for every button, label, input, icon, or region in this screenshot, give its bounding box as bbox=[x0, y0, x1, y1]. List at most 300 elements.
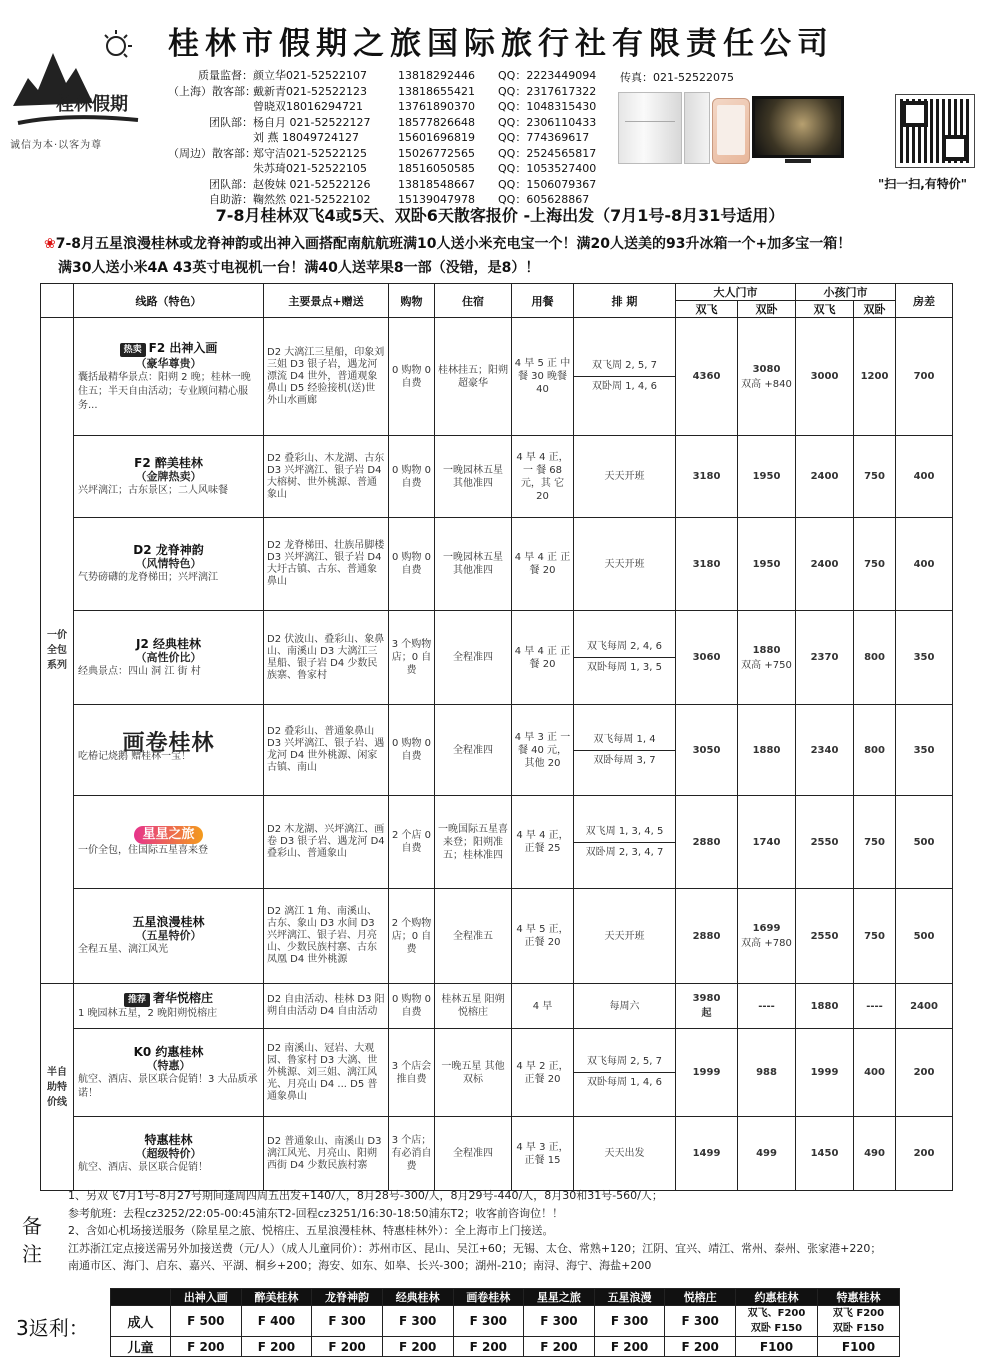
contact-role bbox=[168, 99, 253, 115]
child-sleeper-price: 800 bbox=[854, 611, 896, 705]
shopping-info: 3 个店；有必消自费 bbox=[389, 1117, 435, 1191]
adult-fly-price bbox=[676, 796, 738, 889]
child-fly-price: 1450 bbox=[796, 1117, 854, 1191]
contact-name: 戴新青021-52522123 bbox=[253, 84, 367, 98]
schedule-item: 双卧每周 1, 4, 6 bbox=[574, 1072, 675, 1093]
hotel-info: 全程准四 bbox=[435, 1117, 512, 1191]
adult-fly-price bbox=[676, 1117, 738, 1191]
route-row bbox=[41, 1029, 953, 1117]
scenic-spots: D2 叠彩山、木龙湖、古东 D3 兴坪漓江、银子岩 D4 大榕树、世外桃源、普通象山 bbox=[264, 436, 389, 518]
rebate-child-value: F 200 bbox=[312, 1337, 383, 1357]
child-sleeper-header: 双卧 bbox=[854, 301, 896, 318]
rebate-route-header: 特惠桂林 bbox=[818, 1289, 900, 1306]
child-fly-price: 1999 bbox=[796, 1029, 854, 1117]
meals-info: 4 早 4 正 正餐 20 bbox=[512, 611, 574, 705]
slogan: 诚信为本·以客为尊 bbox=[10, 140, 103, 151]
scenic-spots: D2 普通象山、南溪山 D3 漓江风光、月亮山、阳朔西街 D4 少数民族村寨 bbox=[264, 1117, 389, 1191]
contact-row bbox=[168, 130, 618, 146]
route-info[interactable] bbox=[74, 1029, 264, 1117]
adult-sleeper-price bbox=[738, 1117, 796, 1191]
contact-role: 自助游： bbox=[209, 193, 253, 206]
route-price-table bbox=[40, 283, 953, 1191]
contact-name: 朱苏琦021-52522105 bbox=[253, 162, 367, 175]
contact-mobile: 18577826648 bbox=[398, 115, 475, 129]
iphone-prize-image bbox=[712, 98, 750, 164]
route-name-text: D2 龙脊神韵 bbox=[133, 543, 204, 557]
remarks-label: 备注 bbox=[22, 1214, 42, 1266]
route-row bbox=[41, 436, 953, 518]
rebate-adult-value: F 300 bbox=[382, 1306, 453, 1337]
route-desc: 经典景点：四山 洞 江 街 村 bbox=[78, 665, 201, 677]
adult-fly-value: 1999 bbox=[692, 1067, 721, 1078]
adult-sleeper-header: 双卧 bbox=[738, 301, 796, 318]
meals-info: 4 早 5 正，正餐 20 bbox=[512, 889, 574, 984]
contact-name: 颜立华021-52522107 bbox=[253, 69, 367, 82]
route-name-text: 奢华悦榕庄 bbox=[153, 991, 214, 1005]
child-sleeper-price: ---- bbox=[854, 984, 896, 1029]
route-row bbox=[41, 796, 953, 889]
route-name-text: 五星浪漫桂林 bbox=[132, 915, 205, 929]
rebate-child-value: F 200 bbox=[453, 1337, 524, 1357]
route-desc: 气势磅礴的龙脊梯田；兴坪漓江 bbox=[78, 572, 218, 583]
room-diff-price: 500 bbox=[896, 796, 953, 889]
contact-row bbox=[168, 146, 618, 162]
adult-sleeper-note: 双高 +840 bbox=[741, 378, 792, 390]
child-sleeper-price: 800 bbox=[854, 705, 896, 796]
meals-info: 4 早 4 正，正餐 25 bbox=[512, 796, 574, 889]
schedule-cell bbox=[574, 436, 676, 518]
contact-role bbox=[168, 130, 253, 146]
contact-qq: QQ：2306110433 bbox=[498, 115, 597, 129]
route-desc: 兴坪漓江；古东景区；二人风味餐 bbox=[78, 484, 228, 496]
schedule-cell bbox=[574, 518, 676, 611]
route-row bbox=[41, 705, 953, 796]
remark-line: 江苏浙江定点接送需另外加接送费（元/人）（成人儿童同价）：苏州市区、昆山、吴江+60；无锡、太仓、常熟+120；江阴、宜兴、靖江、常州、泰州、张家港+220； bbox=[68, 1241, 882, 1255]
route-info[interactable] bbox=[74, 1117, 264, 1191]
contact-row bbox=[168, 84, 618, 100]
remark-line: 南通市区、海门、启东、嘉兴、平湖、桐乡+200；海安、如东、如皋、长兴-300；湖州-210；南浔、海宁、海盐+200 bbox=[68, 1259, 652, 1272]
rebate-corner bbox=[111, 1289, 171, 1306]
promo-line-1-text: 7-8月五星浪漫桂林或龙脊神韵或出神入画搭配南航航班满10人送小米充电宝一个！满20人送美的93升冰箱一个+加多宝一箱！ bbox=[55, 236, 852, 252]
rebate-label: 3返利： bbox=[16, 1316, 89, 1340]
adult-fly-value: 3980 bbox=[692, 993, 721, 1004]
rebate-child-value: F 200 bbox=[241, 1337, 312, 1357]
route-badge: 推荐 bbox=[124, 993, 150, 1007]
child-sleeper-price: 400 bbox=[854, 1029, 896, 1117]
contact-list bbox=[168, 68, 618, 208]
rebate-adult-value: F 300 bbox=[453, 1306, 524, 1337]
child-sleeper-price: 750 bbox=[854, 796, 896, 889]
route-row bbox=[41, 984, 953, 1029]
route-row bbox=[41, 1117, 953, 1191]
route-name bbox=[78, 915, 259, 929]
adult-fly-note: 起 bbox=[701, 1008, 712, 1019]
schedule-cell bbox=[574, 796, 676, 889]
adult-sleeper-value: 1699 bbox=[752, 923, 781, 934]
route-info[interactable] bbox=[74, 796, 264, 889]
adult-sleeper-value: 1950 bbox=[752, 558, 781, 570]
child-sleeper-price: 750 bbox=[854, 436, 896, 518]
contact-role: （上海）散客部： bbox=[168, 84, 256, 98]
schedule-cell bbox=[574, 1029, 676, 1117]
shopping-header: 购物 bbox=[389, 284, 435, 318]
schedule-cell bbox=[574, 705, 676, 796]
schedule-item: 双飞每周 2, 4, 6 bbox=[587, 641, 662, 652]
contact-mobile: 13818548667 bbox=[398, 177, 475, 191]
room-diff-price: 400 bbox=[896, 518, 953, 611]
child-fly-price: 2550 bbox=[796, 796, 854, 889]
contact-qq: QQ：2317617322 bbox=[498, 84, 597, 98]
route-info[interactable] bbox=[74, 705, 264, 796]
adult-fly-price bbox=[676, 518, 738, 611]
adult-fly-price bbox=[676, 705, 738, 796]
contact-role: （周边）散客部： bbox=[168, 146, 256, 160]
room-diff-price: 2400 bbox=[896, 984, 953, 1029]
power-bank-prize-image bbox=[684, 92, 710, 164]
route-info[interactable] bbox=[74, 611, 264, 705]
contact-mobile: 13761890370 bbox=[398, 100, 475, 113]
adult-sleeper-note: 双高 +780 bbox=[741, 938, 792, 949]
rebate-adult-value: F 500 bbox=[171, 1306, 242, 1337]
child-fly-price: 2550 bbox=[796, 889, 854, 984]
room-diff-price: 500 bbox=[896, 889, 953, 984]
shopping-info: 0 购物 0 自费 bbox=[389, 318, 435, 436]
child-sleeper-price: 490 bbox=[854, 1117, 896, 1191]
room-diff-price: 400 bbox=[896, 436, 953, 518]
rebate-child-value: F 200 bbox=[382, 1337, 453, 1357]
adult-sleeper-price bbox=[738, 1029, 796, 1117]
tv-prize-image bbox=[752, 96, 844, 158]
route-tag: （豪华尊贵） bbox=[135, 356, 202, 370]
adult-fly-value: 3060 bbox=[692, 652, 721, 663]
schedule-item: 双卧周 1, 4, 6 bbox=[574, 376, 675, 397]
route-name-text: F2 出神入画 bbox=[148, 340, 218, 355]
contact-qq: QQ：2223449094 bbox=[498, 69, 597, 82]
adult-sleeper-value: 1880 bbox=[752, 644, 781, 656]
adult-sleeper-note: 双高 +750 bbox=[741, 659, 792, 671]
route-header: 线路（特色） bbox=[74, 284, 264, 318]
route-desc: 一价全包，住国际五星喜来登 bbox=[78, 845, 208, 856]
meals-info: 4 早 5 正 中餐 30 晚餐 40 bbox=[512, 318, 574, 436]
fridge-prize-image bbox=[618, 92, 682, 164]
route-name bbox=[78, 637, 259, 651]
route-tag: （高性价比） bbox=[135, 650, 202, 664]
fax-number: 传真：021-52522075 bbox=[620, 71, 734, 84]
adult-sleeper-price bbox=[738, 796, 796, 889]
adult-sleeper-price bbox=[738, 436, 796, 518]
adult-sleeper-value: 1740 bbox=[752, 836, 781, 848]
adult-sleeper-value: 1950 bbox=[752, 471, 781, 482]
route-info[interactable] bbox=[74, 984, 264, 1029]
hotel-info: 一晚国际五星喜来登；阳朔准五；桂林准四 bbox=[435, 796, 512, 889]
room-diff-price: 200 bbox=[896, 1029, 953, 1117]
route-info[interactable] bbox=[74, 518, 264, 611]
route-info[interactable] bbox=[74, 436, 264, 518]
hotel-header: 住宿 bbox=[435, 284, 512, 318]
schedule-item: 双飞每周 1, 4 bbox=[593, 733, 656, 745]
qr-caption: "扫一扫,有特价" bbox=[878, 177, 968, 191]
rebate-adult-value: F 300 bbox=[594, 1306, 665, 1337]
room-diff-price: 700 bbox=[896, 318, 953, 436]
route-tag: （特惠） bbox=[146, 1058, 191, 1072]
contact-qq: QQ：774369617 bbox=[498, 131, 590, 144]
hotel-info: 全程准四 bbox=[435, 611, 512, 705]
route-name bbox=[78, 341, 259, 357]
route-name bbox=[78, 991, 259, 1007]
shopping-info: 0 购物 0 自费 bbox=[389, 705, 435, 796]
scenic-spots: D2 木龙湖、兴坪漓江、画卷 D3 银子岩、遇龙河 D4 叠彩山、普通象山 bbox=[264, 796, 389, 889]
rebate-route-header: 约惠桂林 bbox=[736, 1289, 818, 1306]
contact-qq: QQ：1048315430 bbox=[498, 100, 597, 113]
adult-sleeper-price bbox=[738, 984, 796, 1029]
adult-fly-price bbox=[676, 984, 738, 1029]
contact-name: 曾晓双18016294721 bbox=[253, 100, 363, 113]
route-row bbox=[41, 611, 953, 705]
route-desc: 吃椿记烧鹅 赠桂林一宝！ bbox=[78, 751, 192, 762]
adult-fly-value: 2880 bbox=[692, 930, 721, 942]
shopping-info: 0 购物 0 自费 bbox=[389, 436, 435, 518]
adult-fly-header: 双飞 bbox=[676, 301, 738, 318]
route-name bbox=[78, 543, 259, 557]
rebate-adult-value: 双飞 F200 双卧 F150 bbox=[818, 1306, 900, 1337]
promo-line-2: 满30人送小米4A 43英寸电视机一台！满40人送苹果8一部（没错，是8）！ bbox=[58, 260, 540, 276]
route-tag: （五星特价） bbox=[135, 929, 202, 942]
child-fly-price: 2400 bbox=[796, 436, 854, 518]
page-subtitle: 7-8月桂林双飞4或5天、双卧6天散客报价 -上海出发（7月1号-8月31号适用） bbox=[215, 206, 785, 225]
adult-sleeper-price bbox=[738, 705, 796, 796]
child-sleeper-price: 750 bbox=[854, 889, 896, 984]
hotel-info: 桂林五星 阳朔悦榕庄 bbox=[435, 984, 512, 1029]
schedule-item: 双飞每周 2, 5, 7 bbox=[587, 1056, 662, 1067]
contact-name: 刘 燕 18049724127 bbox=[253, 131, 359, 144]
scenic-spots: D2 龙脊梯田、壮族吊脚楼 D3 兴坪漓江、银子岩 D4 大圩古镇、古东、普通象鼻山 bbox=[264, 518, 389, 611]
contact-role: 质量监督： bbox=[198, 69, 253, 82]
route-desc: 1 晚园林五星，2 晚阳朔悦榕庄 bbox=[78, 1008, 218, 1019]
route-name bbox=[78, 1045, 259, 1059]
adult-sleeper-price bbox=[738, 318, 796, 436]
adult-fly-price bbox=[676, 611, 738, 705]
rebate-adult-value: F 400 bbox=[241, 1306, 312, 1337]
schedule-item: 天天开班 bbox=[604, 558, 645, 570]
shopping-info: 2 个购物店；0 自费 bbox=[389, 889, 435, 984]
adult-fly-price bbox=[676, 318, 738, 436]
schedule-cell bbox=[574, 889, 676, 984]
rebate-child-value: F100 bbox=[736, 1337, 818, 1357]
contact-row bbox=[168, 99, 618, 115]
contact-qq: QQ：1053527400 bbox=[498, 162, 597, 175]
series-semi-self-guided: 半自助特价线 bbox=[41, 984, 74, 1191]
company-logo bbox=[8, 28, 158, 153]
adult-price-header: 大人门市 bbox=[676, 284, 796, 301]
contact-name: 鞠然然 021-52522102 bbox=[253, 193, 371, 206]
route-desc: 全程五星、漓江风光 bbox=[78, 944, 168, 955]
rebate-table bbox=[110, 1288, 900, 1357]
hotel-info: 一晚五星 其他双标 bbox=[435, 1029, 512, 1117]
contact-name: 杨自月 021-52522127 bbox=[253, 115, 371, 129]
contact-row bbox=[168, 177, 618, 193]
shopping-info: 0 购物 0 自费 bbox=[389, 518, 435, 611]
route-tag: （金牌热卖） bbox=[135, 469, 202, 483]
rebate-adult-value: F 300 bbox=[665, 1306, 736, 1337]
remark-line: 2、含如心机场接送服务（除星星之旅、悦榕庄、五星浪漫桂林、特惠桂林外）：全上海市上门接送。 bbox=[68, 1224, 554, 1237]
shopping-info: 3 个购物店；0 自费 bbox=[389, 611, 435, 705]
adult-sleeper-value: 499 bbox=[756, 1148, 777, 1159]
adult-fly-value: 3180 bbox=[692, 558, 721, 570]
room-diff-price: 350 bbox=[896, 705, 953, 796]
scenic-spots: D2 大漓江三星船，印象刘三姐 D3 银子岩，遇龙河漂流 D4 世外，普通观象鼻山 D5 经验接机(送)世外山水画廊 bbox=[264, 318, 389, 436]
scenic-spots: D2 南溪山、冠岩、大观园、鲁家村 D3 大漓、世外桃源、刘三姐、漓江风光、月亮山 D4 ... D5 普通象鼻山 bbox=[264, 1029, 389, 1117]
room-diff-header: 房差 bbox=[896, 284, 953, 318]
schedule-item: 双卧每周 3, 7 bbox=[574, 750, 675, 771]
room-diff-price: 200 bbox=[896, 1117, 953, 1191]
hotel-info: 一晚园林五星 其他准四 bbox=[435, 518, 512, 611]
schedule-header: 排 期 bbox=[574, 284, 676, 318]
rebate-route-header: 悦榕庄 bbox=[665, 1289, 736, 1306]
schedule-item: 天天开班 bbox=[604, 471, 645, 482]
route-logo: 星星之旅 bbox=[134, 826, 202, 844]
route-row bbox=[41, 318, 953, 436]
route-info[interactable] bbox=[74, 889, 264, 984]
route-row bbox=[41, 518, 953, 611]
route-desc: 航空、酒店、景区联合促销！3 大品质承诺！ bbox=[78, 1073, 258, 1099]
child-fly-header: 双飞 bbox=[796, 301, 854, 318]
rebate-adult-value: 双飞、F200 双卧 F150 bbox=[736, 1306, 818, 1337]
route-logo: 画卷桂林 bbox=[122, 730, 215, 756]
shopping-info: 3 个店会推自费 bbox=[389, 1029, 435, 1117]
child-fly-price: 2340 bbox=[796, 705, 854, 796]
meals-header: 用餐 bbox=[512, 284, 574, 318]
contact-row bbox=[168, 115, 618, 131]
rebate-route-header: 五星浪漫 bbox=[594, 1289, 665, 1306]
adult-sleeper-price bbox=[738, 889, 796, 984]
rebate-route-header: 经典桂林 bbox=[382, 1289, 453, 1306]
route-badge: 热卖 bbox=[120, 343, 146, 357]
scenic-spots: D2 叠彩山、普通象鼻山 D3 兴坪漓江、银子岩、遇龙河 D4 世外桃源、闲家古镇、南山 bbox=[264, 705, 389, 796]
contact-mobile: 15601696819 bbox=[398, 131, 475, 144]
child-fly-price: 2370 bbox=[796, 611, 854, 705]
schedule-item: 每周六 bbox=[609, 1000, 640, 1012]
contact-role: 团队部： bbox=[209, 115, 253, 129]
rebate-child-value: F 200 bbox=[524, 1337, 595, 1357]
meals-info: 4 早 bbox=[512, 984, 574, 1029]
schedule-item: 双卧周 2, 3, 4, 7 bbox=[574, 842, 675, 863]
logo-text: 桂林假期 bbox=[56, 94, 128, 115]
hotel-info: 桂林挂五；阳朔超豪华 bbox=[435, 318, 512, 436]
adult-sleeper-value: 1880 bbox=[752, 744, 781, 756]
contact-name: 郑守洁021-52522125 bbox=[253, 146, 367, 160]
scenic-spots: D2 漓江 1 角、南溪山、古东、象山 D3 水间 D3 兴坪漓江、银子岩、月亮山、少数民族村寨、古东凤凰 D4 世外桃源 bbox=[264, 889, 389, 984]
room-diff-price: 350 bbox=[896, 611, 953, 705]
shopping-info: 2 个店 0 自费 bbox=[389, 796, 435, 889]
contact-qq: QQ：605628867 bbox=[498, 193, 590, 206]
scenic-spots: D2 伏波山、叠彩山、象鼻山、南溪山 D3 大漓江三星船、银子岩 D4 少数民族寨、鲁家村 bbox=[264, 611, 389, 705]
contact-qq: QQ：2524565817 bbox=[498, 146, 597, 160]
rebate-child-label: 儿童 bbox=[111, 1337, 171, 1357]
scenic-spots: D2 自由活动、桂林 D3 阳朔自由活动 D4 自由活动 bbox=[264, 984, 389, 1029]
schedule-item: 天天出发 bbox=[604, 1148, 645, 1159]
series-all-inclusive: 一价全包系列 bbox=[41, 318, 74, 984]
child-sleeper-price: 1200 bbox=[854, 318, 896, 436]
child-sleeper-price: 750 bbox=[854, 518, 896, 611]
adult-sleeper-value: 3080 bbox=[752, 363, 781, 375]
schedule-item: 双飞周 1, 3, 4, 5 bbox=[585, 825, 664, 837]
adult-fly-price bbox=[676, 436, 738, 518]
adult-sleeper-price bbox=[738, 611, 796, 705]
rebate-route-header: 星星之旅 bbox=[524, 1289, 595, 1306]
adult-fly-value: 3050 bbox=[692, 744, 721, 756]
remark-line: 参考航班：去程cz3252/22:05-00:45浦东T2-回程cz3251/16:30-18:50浦东T2；收客前咨询位！！ bbox=[68, 1206, 564, 1220]
contact-row bbox=[168, 68, 618, 84]
rebate-route-header: 画卷桂林 bbox=[453, 1289, 524, 1306]
schedule-cell bbox=[574, 318, 676, 436]
rebate-child-value: F 200 bbox=[594, 1337, 665, 1357]
rebate-child-value: F 200 bbox=[171, 1337, 242, 1357]
contact-row bbox=[168, 161, 618, 177]
route-name-text: J2 经典桂林 bbox=[136, 636, 201, 651]
meals-info: 4 早 3 正 一餐 40 元，其他 20 bbox=[512, 705, 574, 796]
rebate-adult-value: F 300 bbox=[524, 1306, 595, 1337]
rebate-adult-label: 成人 bbox=[111, 1306, 171, 1337]
series-header bbox=[41, 284, 74, 318]
schedule-cell bbox=[574, 611, 676, 705]
rebate-route-header: 龙脊神韵 bbox=[312, 1289, 383, 1306]
child-fly-price: 1880 bbox=[796, 984, 854, 1029]
route-desc: 航空、酒店、景区联合促销！ bbox=[78, 1161, 208, 1173]
route-row bbox=[41, 889, 953, 984]
contact-mobile: 15026772565 bbox=[398, 146, 475, 160]
schedule-cell bbox=[574, 1117, 676, 1191]
rose-icon: ❀ bbox=[44, 236, 56, 252]
rebate-route-header: 出神入画 bbox=[171, 1289, 242, 1306]
meals-info: 4 早 4 正，一 餐 68 元，其 它 20 bbox=[512, 436, 574, 518]
contact-name: 赵俊妹 021-52522126 bbox=[253, 177, 371, 191]
hotel-info: 全程准五 bbox=[435, 889, 512, 984]
contact-role: 团队部： bbox=[209, 177, 253, 191]
meals-info: 4 早 3 正，正餐 15 bbox=[512, 1117, 574, 1191]
contact-role bbox=[168, 161, 253, 177]
adult-sleeper-value: ---- bbox=[758, 1000, 775, 1012]
route-info[interactable] bbox=[74, 318, 264, 436]
child-fly-price: 2400 bbox=[796, 518, 854, 611]
hotel-info: 全程准四 bbox=[435, 705, 512, 796]
remark-line: 1、另双飞7月1号-8月27号期间逢周四周五出发+140/人，8月28号-300/人，8月29号-440/人，8月30和31号-560/人； bbox=[68, 1189, 663, 1202]
route-name-text: K0 约惠桂林 bbox=[133, 1044, 204, 1059]
meals-info: 4 早 2 正，正餐 20 bbox=[512, 1029, 574, 1117]
company-name: 桂林市假期之旅国际旅行社有限责任公司 bbox=[168, 26, 834, 62]
adult-fly-value: 1499 bbox=[692, 1148, 721, 1159]
route-tag: （风情特色） bbox=[135, 557, 202, 570]
adult-sleeper-value: 988 bbox=[756, 1067, 777, 1078]
child-price-header: 小孩门市 bbox=[796, 284, 896, 301]
mountain-logo-icon bbox=[8, 28, 158, 138]
schedule-item: 双飞周 2, 5, 7 bbox=[592, 360, 657, 371]
meals-info: 4 早 4 正 正餐 20 bbox=[512, 518, 574, 611]
adult-fly-price bbox=[676, 1029, 738, 1117]
qr-code-icon[interactable] bbox=[896, 95, 974, 167]
adult-fly-value: 4360 bbox=[692, 371, 721, 382]
rebate-route-header: 醉美桂林 bbox=[241, 1289, 312, 1306]
adult-fly-price bbox=[676, 889, 738, 984]
promo-line-1 bbox=[44, 233, 851, 253]
adult-sleeper-price bbox=[738, 518, 796, 611]
contact-mobile: 15139047978 bbox=[398, 193, 475, 206]
hotel-info: 一晚园林五星 其他准四 bbox=[435, 436, 512, 518]
scenic-header: 主要景点+赠送 bbox=[264, 284, 389, 318]
contact-mobile: 13818292446 bbox=[398, 69, 475, 82]
route-tag: （超级特价） bbox=[135, 1146, 202, 1160]
child-fly-price: 3000 bbox=[796, 318, 854, 436]
rebate-child-value: F 200 bbox=[665, 1337, 736, 1357]
